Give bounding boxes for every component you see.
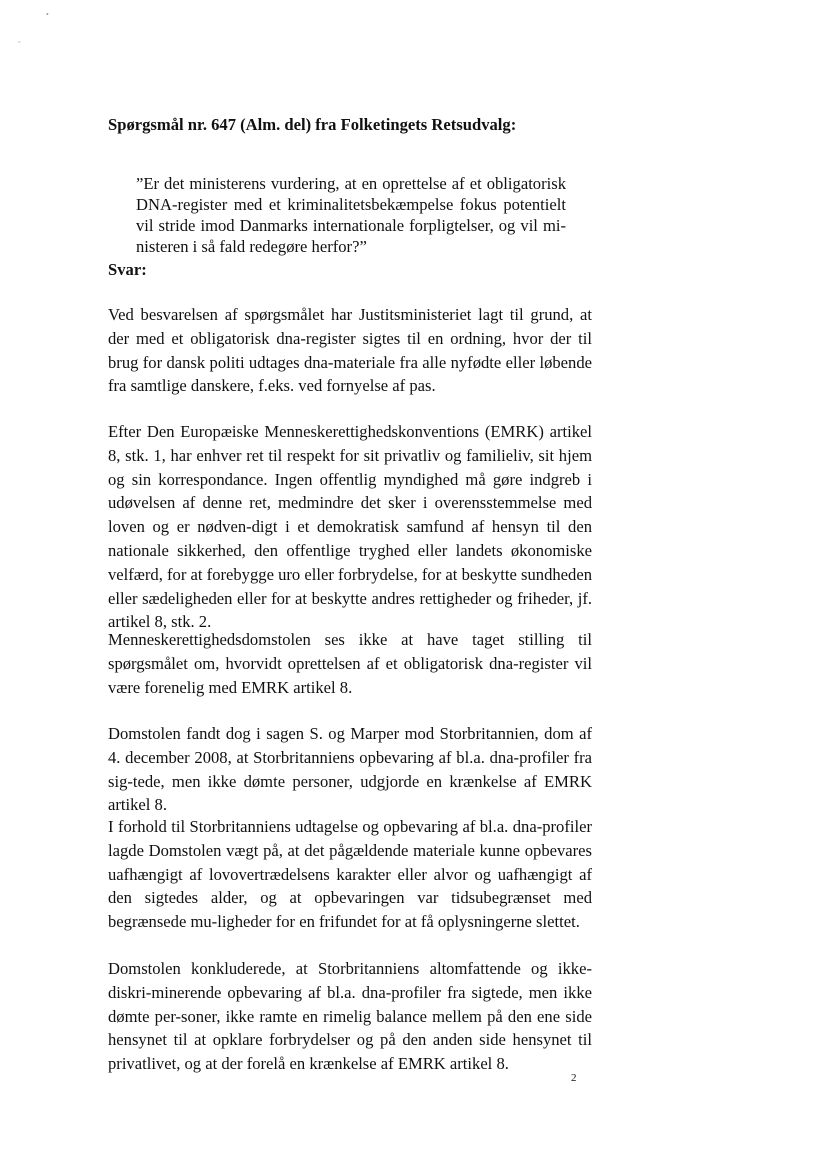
answer-paragraph-6: Domstolen konkluderede, at Storbritanniens altomfattende og ikke-diskri-minerende opbevaring af bl.a. dna-profiler fra sigtede, men ikke dømte per-soner, ikke ramte en rimelig balance mellem på den ene side hensynet til at opklare forbrydelser og på den anden side hensynet til privatlivet, og at der forelå en krænkelse af EMRK artikel 8. [108, 959, 592, 1074]
scan-speck: • [46, 10, 49, 19]
answer-paragraph-5: I forhold til Storbritanniens udtagelse og opbevaring af bl.a. dna-profiler lagde Domstolen vægt på, at det pågældende materiale kunne opbevares uafhængigt af lovovertrædelsens karakter eller alvor og uafhængigt af den sigtedes alder, og at opbevaringen var tidsubegrænset med begrænsede mu-ligheder for en frifundet for at få oplysningerne slettet. [108, 817, 592, 932]
question-text: ”Er det ministerens vurdering, at en oprettelse af et obligatorisk DNA-register med et kriminalitetsbekæmpelse fokus potentielt vil stride imod Danmarks internationale forpligtelser, og vil mi-nisteren i så fald redegøre herfor?” [136, 173, 566, 256]
answer-paragraph-1: Ved besvarelsen af spørgsmålet har Justitsministeriet lagt til grund, at der med et obligatorisk dna-register sigtes til en ordning, hvor der til brug for dansk politi udtages dna-materiale fra alle nyfødte eller løbende fra samtlige danskere, f.eks. ved fornyelse af pas. [108, 305, 592, 396]
document-heading: Spørgsmål nr. 647 (Alm. del) fra Folketingets Retsudvalg: [108, 115, 517, 134]
answer-paragraph-2: Efter Den Europæiske Menneskerettighedskonventions (EMRK) artikel 8, stk. 1, har enhver ret til respekt for sit privatliv og familieliv, sit hjem og sin korrespondance. Ingen offentlig myndighed må gøre indgreb i udøvelsen af denne ret, medmindre det sker i overensstemmelse med loven og er nødven-digt i et demokratisk samfund af hensyn til den nationale sikkerhed, den offentlige tryghed eller landets økonomiske velfærd, for at forebygge uro eller forbrydelse, for at beskytte sundheden eller sædeligheden eller for at beskytte andres rettigheder og friheder, jf. artikel 8, stk. 2. [108, 422, 592, 632]
answer-paragraph-4: Domstolen fandt dog i sagen S. og Marper mod Storbritannien, dom af 4. december 2008, at Storbritanniens opbevaring af bl.a. dna-profiler fra sig-tede, men ikke dømte personer, udgjorde en krænkelse af EMRK artikel 8. [108, 724, 592, 815]
scan-speck: ˇ [18, 40, 21, 49]
answer-label: Svar: [108, 260, 147, 279]
answer-paragraph-3: Menneskerettighedsdomstolen ses ikke at have taget stilling til spørgsmålet om, hvorvidt oprettelsen af et obligatorisk dna-register vil være forenelig med EMRK artikel 8. [108, 630, 592, 697]
page-number: 2 [571, 1072, 577, 1084]
